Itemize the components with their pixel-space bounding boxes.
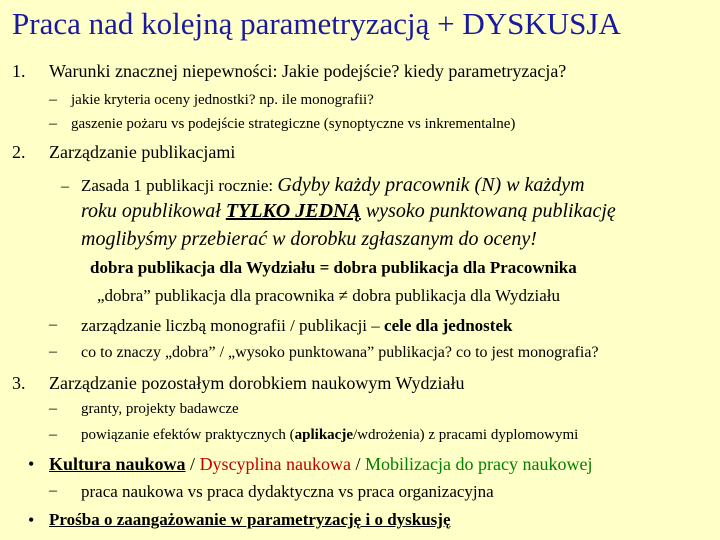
bullet-1-sub: praca naukowa vs praca dydaktyczna vs praca organizacyjna xyxy=(81,482,494,501)
dash-icon: – xyxy=(49,316,57,333)
discipline-text: Dyscyplina naukowa xyxy=(199,454,352,474)
rule-emphasis: TYLKO JEDNĄ xyxy=(225,200,361,222)
item-1-sub-1: jakie kryteria oceny jednostki? np. ile monografii? xyxy=(71,92,374,108)
item-1-sub-2: gaszenie pożaru vs podejście strategiczne (synoptyczne vs inkrementalne) xyxy=(71,116,516,132)
rule-italic-b1: roku opublikował xyxy=(81,200,226,222)
item-number-3: 3. xyxy=(12,373,26,393)
item-2-sub-2 xyxy=(81,316,512,336)
dash-icon: – xyxy=(49,400,57,417)
item-2-sub-1-line-3: moglibyśmy przebierać w dorobku zgłaszanym do oceny! xyxy=(81,228,537,250)
mobilization-text: Mobilizacja do pracy naukowej xyxy=(365,454,593,474)
item-text-3: Zarządzanie pozostałym dorobkiem naukowym Wydziału xyxy=(49,373,465,393)
item-3-sub-1: granty, projekty badawcze xyxy=(81,401,239,417)
item-3-sub-2 xyxy=(81,427,578,444)
bullet-icon: • xyxy=(28,510,35,530)
item-2-sub-1-line-2 xyxy=(81,200,616,223)
dash-icon: – xyxy=(49,91,57,108)
item-text-1: Warunki znacznej niepewności: Jakie podejście? kiedy parametryzacja? xyxy=(49,61,567,81)
inequality-line: „dobra” publikacja dla pracownika ≠ dobra publikacja dla Wydziału xyxy=(97,286,561,305)
slide-title: Praca nad kolejną parametryzacją + DYSKUSJA xyxy=(12,6,621,41)
sub-2-a: powiązanie efektów praktycznych ( xyxy=(81,427,295,443)
equality-line: dobra publikacja dla Wydziału = dobra publikacja dla Pracownika xyxy=(90,258,577,277)
item-2-sub-1-line-1 xyxy=(81,174,585,197)
item-number-2: 2. xyxy=(12,142,26,162)
bullet-line-1 xyxy=(49,454,592,475)
dash-icon: – xyxy=(49,343,57,360)
dash-icon: – xyxy=(61,178,69,195)
bullet-line-2: Prośba o zaangażowanie w parametryzację i o dyskusję xyxy=(49,510,451,529)
item-number-1: 1. xyxy=(12,61,26,81)
sub-2-b: aplikacje xyxy=(294,427,353,443)
dash-icon: – xyxy=(49,482,57,499)
item-2-sub-3: co to znaczy „dobra” / „wysoko punktowana” publikacja? co to jest monografia? xyxy=(81,344,599,361)
dash-icon: – xyxy=(49,426,57,443)
sub-2-c: /wdrożenia) z pracami dyplomowymi xyxy=(353,427,579,443)
rule-italic-a: Gdyby każdy pracownik (N) w każdym xyxy=(277,174,585,196)
culture-text: Kultura naukowa xyxy=(49,454,186,474)
sub-2-text: zarządzanie liczbą monografii / publikacji – xyxy=(81,316,385,335)
sub-2-bold: cele dla jednostek xyxy=(384,316,513,335)
item-text-2: Zarządzanie publikacjami xyxy=(49,142,236,162)
separator: / xyxy=(185,454,200,474)
separator: / xyxy=(351,454,366,474)
dash-icon: – xyxy=(49,115,57,132)
bullet-icon: • xyxy=(28,454,35,474)
rule-prefix: Zasada 1 publikacji rocznie: xyxy=(81,176,278,195)
rule-italic-b3: wysoko punktowaną publikację xyxy=(360,200,616,222)
